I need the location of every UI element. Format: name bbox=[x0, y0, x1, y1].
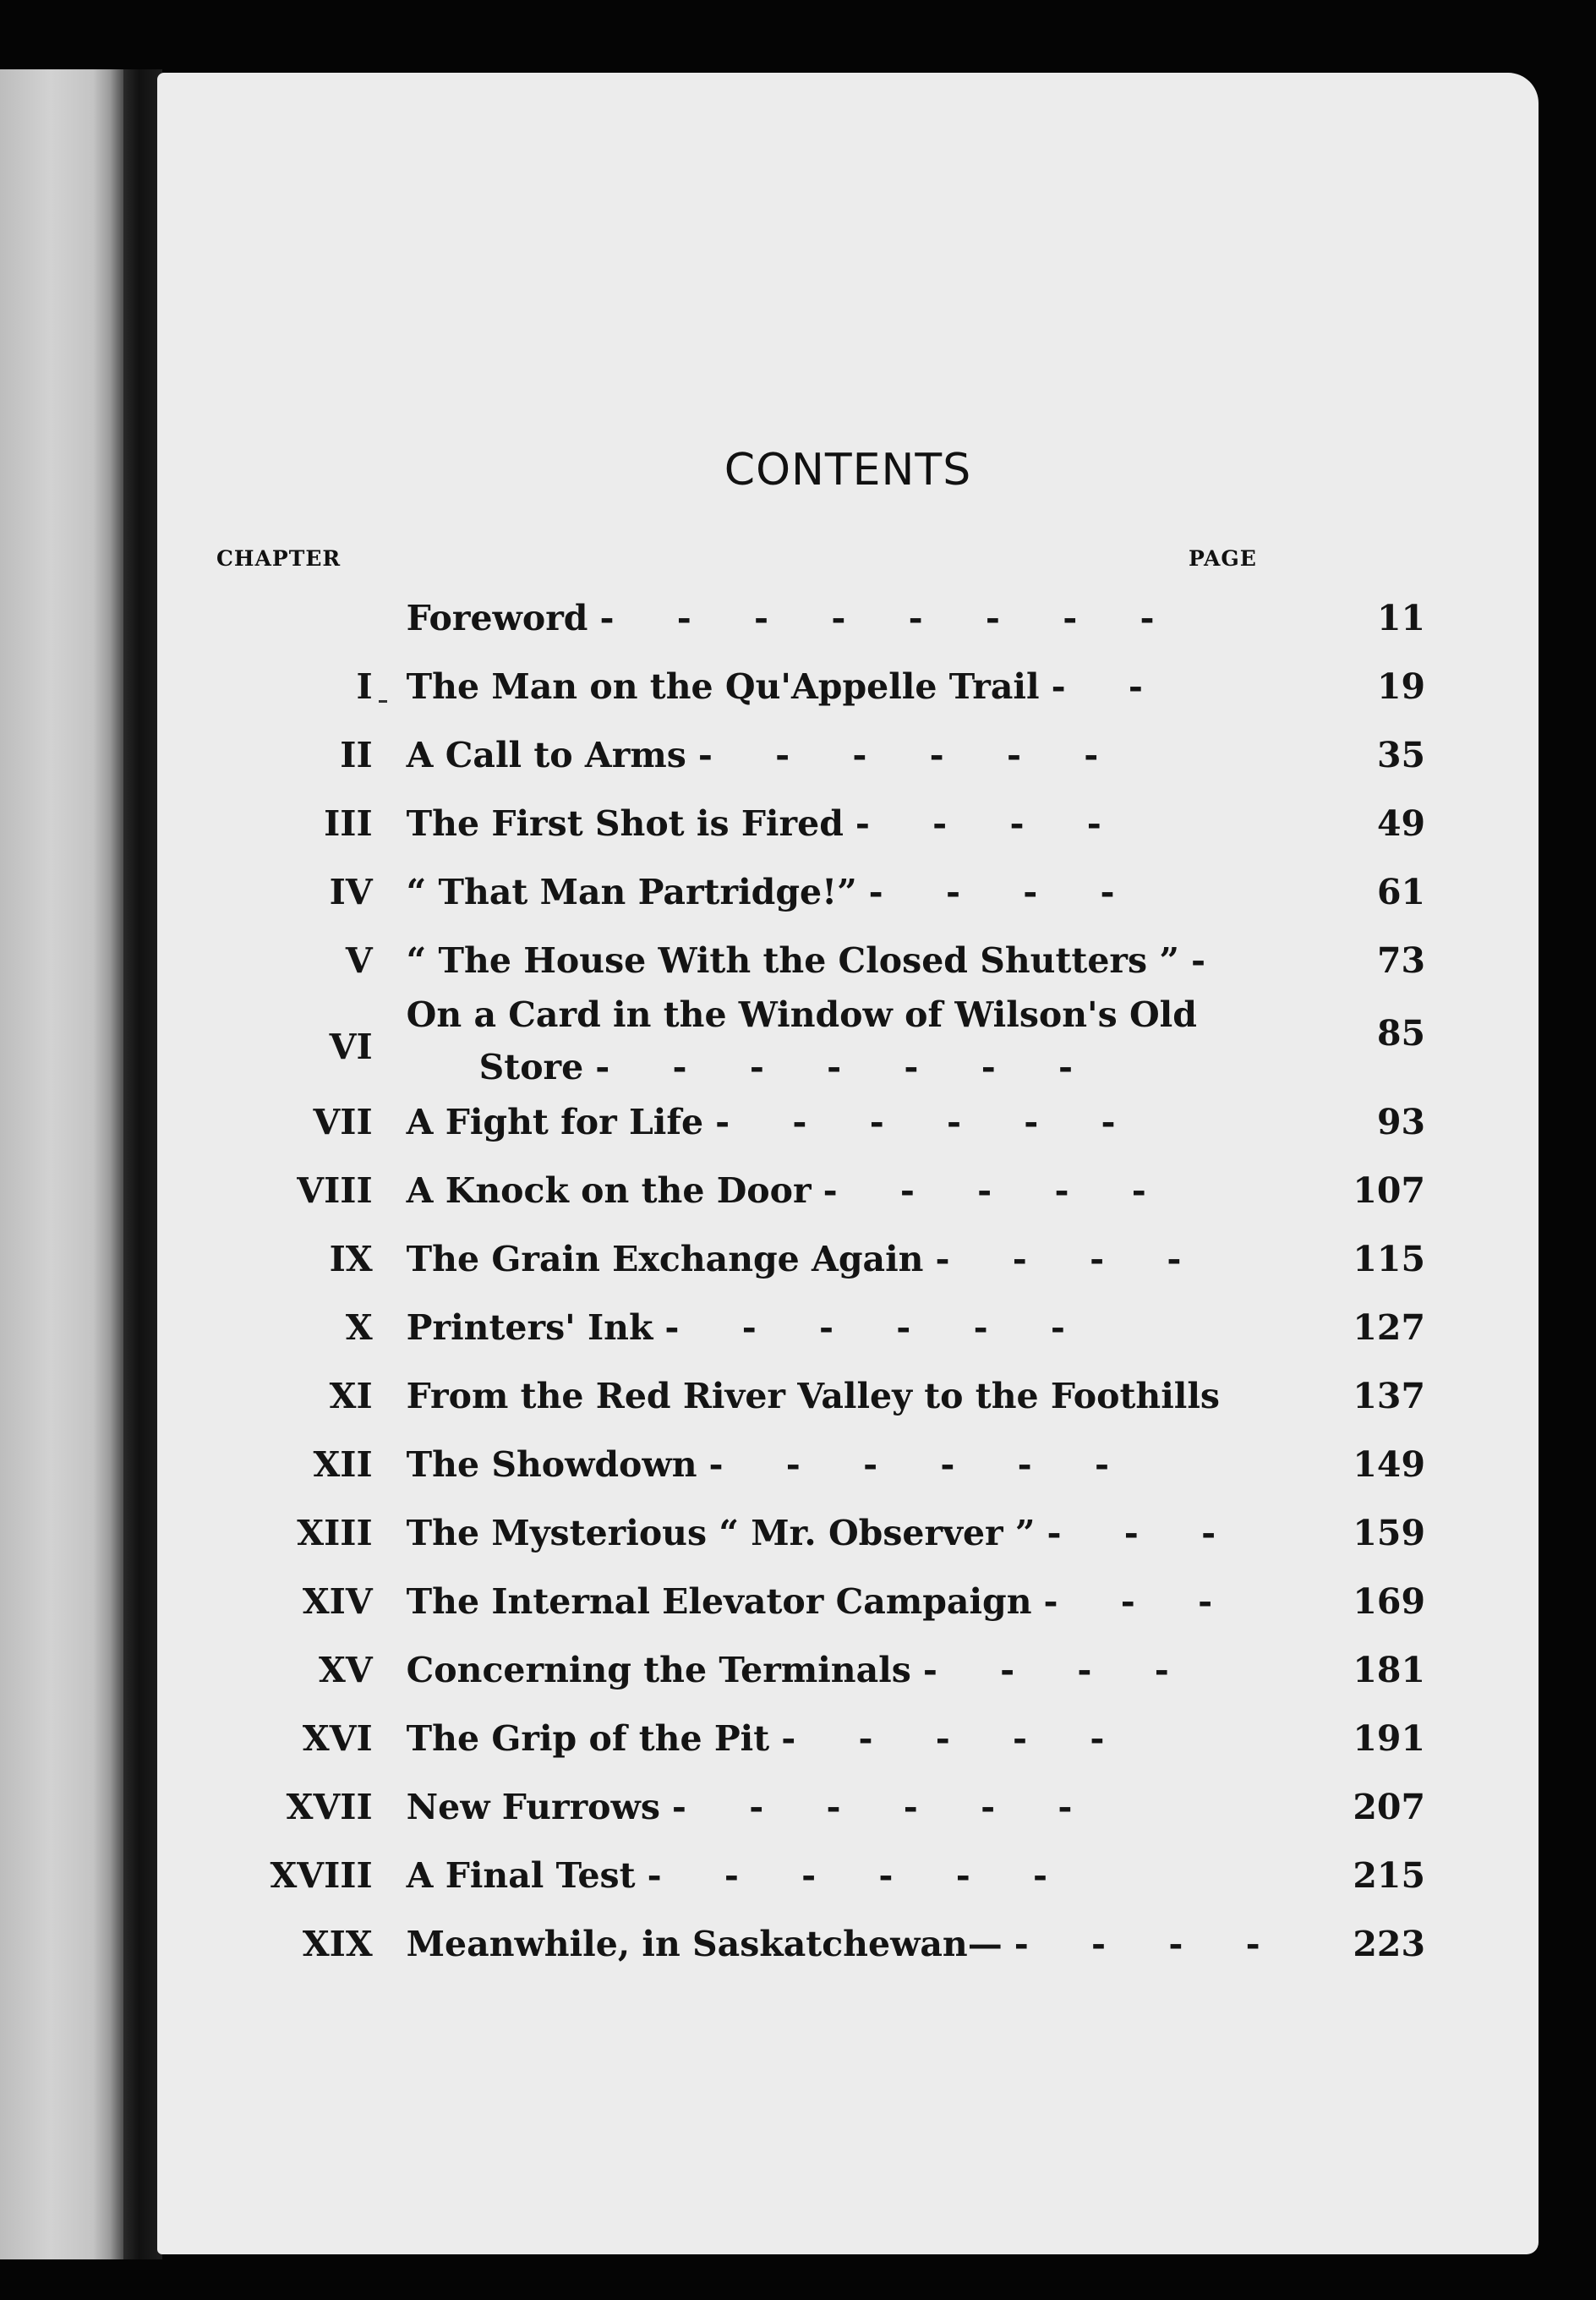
dash-leader: - - - - - - bbox=[671, 1786, 1073, 1827]
chapter-number: VI bbox=[329, 1027, 373, 1067]
chapter-title: “ The House With the Closed Shutters ” bbox=[406, 939, 1179, 981]
dash-leader: - - - - bbox=[922, 1649, 1169, 1690]
chapter-number: XV bbox=[319, 1649, 373, 1690]
toc-row bbox=[208, 1293, 1425, 1361]
page-number: 137 bbox=[1353, 1375, 1425, 1416]
chapter-title: The Grain Exchange Again bbox=[406, 1238, 924, 1279]
toc-row bbox=[208, 1635, 1425, 1704]
toc-row bbox=[208, 789, 1425, 857]
toc-row bbox=[208, 1498, 1425, 1567]
chapter-title: The Showdown bbox=[406, 1443, 697, 1485]
chapter-title-cell bbox=[407, 1635, 1317, 1704]
chapter-number: X bbox=[345, 1306, 373, 1348]
page-number: 149 bbox=[1353, 1443, 1425, 1485]
toc-row bbox=[208, 652, 1425, 720]
toc-row bbox=[208, 720, 1425, 789]
dash-leader: - - - - bbox=[855, 802, 1101, 844]
chapter-number: II bbox=[340, 734, 373, 775]
previous-page-edge bbox=[0, 69, 127, 2259]
chapter-title-cell bbox=[407, 926, 1317, 994]
chapter-number bbox=[208, 583, 407, 652]
chapter-number: VII bbox=[313, 1101, 373, 1142]
page-number: 215 bbox=[1353, 1854, 1425, 1896]
chapter-title-cell bbox=[407, 720, 1317, 789]
chapter-title-cell bbox=[407, 789, 1317, 857]
chapter-title: From the Red River Valley to the Foothills bbox=[406, 1375, 1221, 1416]
page-number: 191 bbox=[1353, 1717, 1425, 1759]
page-number: 93 bbox=[1376, 1101, 1425, 1142]
chapter-number: XIX bbox=[302, 1923, 373, 1964]
chapter-title-cell bbox=[407, 1567, 1317, 1635]
toc-row bbox=[208, 1772, 1425, 1841]
dash-leader: - - - - - - - bbox=[595, 1047, 1074, 1087]
toc-row bbox=[208, 857, 1425, 926]
toc-row bbox=[208, 583, 1425, 652]
page-number: 49 bbox=[1376, 802, 1425, 844]
toc-row bbox=[208, 926, 1425, 994]
dash-leader: - - - bbox=[1047, 1512, 1216, 1553]
dash-leader: - - - - - bbox=[781, 1717, 1105, 1759]
chapter-number: XVII bbox=[286, 1786, 373, 1827]
chapter-title-cell bbox=[407, 1909, 1317, 1978]
toc-row bbox=[208, 1156, 1425, 1224]
chapter-title-cell bbox=[407, 583, 1317, 652]
chapter-number: V bbox=[345, 939, 373, 981]
chapter-title: The Grip of the Pit bbox=[406, 1717, 770, 1759]
chapter-title: Concerning the Terminals bbox=[406, 1649, 911, 1690]
chapter-title: A Final Test bbox=[406, 1854, 636, 1896]
chapter-title: Printers' Ink bbox=[406, 1306, 653, 1348]
page-number: 11 bbox=[1376, 597, 1425, 638]
page-number: 159 bbox=[1353, 1512, 1425, 1553]
chapter-title-cell bbox=[407, 1224, 1317, 1293]
chapter-column-header: CHAPTER bbox=[216, 546, 342, 571]
chapter-title: Meanwhile, in Saskatchewan— bbox=[406, 1923, 1003, 1964]
dash-leader: - bbox=[1190, 939, 1205, 981]
page-number: 223 bbox=[1353, 1923, 1425, 1964]
chapter-title-continuation bbox=[407, 1047, 1317, 1087]
table-of-contents bbox=[208, 583, 1425, 1978]
chapter-number: XI bbox=[329, 1375, 373, 1416]
dash-leader: - - - - - - bbox=[647, 1854, 1048, 1896]
continuation-text: Store bbox=[478, 1047, 584, 1087]
toc-row bbox=[208, 1841, 1425, 1909]
chapter-title-cell bbox=[407, 1361, 1317, 1430]
chapter-title-cell bbox=[407, 857, 1317, 926]
chapter-number: IX bbox=[329, 1238, 373, 1279]
contents-page bbox=[157, 73, 1539, 2254]
dash-leader: - - - bbox=[1043, 1580, 1213, 1622]
page-number: 35 bbox=[1376, 734, 1425, 775]
chapter-title-cell bbox=[407, 1772, 1317, 1841]
dash-leader: - - - - - - bbox=[697, 734, 1099, 775]
chapter-title-cell bbox=[407, 1430, 1317, 1498]
toc-row bbox=[208, 1087, 1425, 1156]
chapter-title-cell bbox=[407, 652, 1317, 720]
toc-row bbox=[208, 1224, 1425, 1293]
dash-leader: - - - - bbox=[868, 871, 1115, 912]
chapter-number: VIII bbox=[297, 1169, 373, 1211]
chapter-title: Foreword bbox=[406, 597, 588, 638]
page-number: 61 bbox=[1376, 871, 1425, 912]
dash-leader: - - - - - - - - bbox=[599, 597, 1155, 638]
chapter-title: A Knock on the Door bbox=[406, 1169, 812, 1211]
chapter-title: The Man on the Qu'Appelle Trail bbox=[406, 665, 1040, 707]
chapter-title-cell bbox=[407, 1498, 1317, 1567]
chapter-title-cell bbox=[407, 994, 1317, 1087]
chapter-title: “ That Man Partridge!” bbox=[406, 871, 857, 912]
page-number: 115 bbox=[1353, 1238, 1425, 1279]
chapter-number: III bbox=[324, 802, 373, 844]
chapter-number: I bbox=[356, 665, 373, 707]
dash-leader: - - - - - - bbox=[715, 1101, 1116, 1142]
page-number: 73 bbox=[1376, 939, 1425, 981]
dash-leader: - - - - - - bbox=[664, 1306, 1065, 1348]
page-number: 107 bbox=[1353, 1169, 1425, 1211]
toc-body bbox=[208, 583, 1425, 1978]
chapter-title: On a Card in the Window of Wilson's Old bbox=[406, 994, 1197, 1035]
toc-row bbox=[208, 1909, 1425, 1978]
chapter-title-cell bbox=[407, 1293, 1317, 1361]
page-number: 85 bbox=[1376, 1013, 1425, 1054]
toc-row bbox=[208, 994, 1425, 1087]
chapter-title: New Furrows bbox=[406, 1786, 660, 1827]
chapter-title: The Mysterious “ Mr. Observer ” bbox=[406, 1512, 1036, 1553]
chapter-number: XIV bbox=[302, 1580, 373, 1622]
dash-leader: - - - - - bbox=[823, 1169, 1146, 1211]
page-number: 127 bbox=[1353, 1306, 1425, 1348]
chapter-title: The Internal Elevator Campaign bbox=[406, 1580, 1032, 1622]
chapter-title: A Fight for Life bbox=[406, 1101, 704, 1142]
toc-row bbox=[208, 1361, 1425, 1430]
chapter-title: A Call to Arms bbox=[406, 734, 686, 775]
page-title: CONTENTS bbox=[724, 445, 972, 496]
page-column-header: PAGE bbox=[1189, 546, 1257, 571]
page-number: 207 bbox=[1353, 1786, 1425, 1827]
chapter-number: XVIII bbox=[270, 1854, 373, 1896]
chapter-number: IV bbox=[329, 871, 373, 912]
page-number: 169 bbox=[1353, 1580, 1425, 1622]
dash-leader: - - - - bbox=[935, 1238, 1182, 1279]
chapter-title: The First Shot is Fired bbox=[406, 802, 844, 844]
page-number: 19 bbox=[1376, 665, 1425, 707]
dash-leader: - - bbox=[1051, 665, 1143, 707]
chapter-number: XIII bbox=[297, 1512, 373, 1553]
dash-leader: - - - - bbox=[1014, 1923, 1260, 1964]
chapter-title-cell bbox=[407, 1087, 1317, 1156]
chapter-title-cell bbox=[407, 1156, 1317, 1224]
toc-row bbox=[208, 1567, 1425, 1635]
toc-row bbox=[208, 1704, 1425, 1772]
page-number: 181 bbox=[1353, 1649, 1425, 1690]
chapter-title-cell bbox=[407, 1704, 1317, 1772]
chapter-number: XII bbox=[313, 1443, 373, 1485]
chapter-title-cell bbox=[407, 1841, 1317, 1909]
dash-leader: - - - - - - bbox=[708, 1443, 1109, 1485]
toc-row bbox=[208, 1430, 1425, 1498]
chapter-number: XVI bbox=[302, 1717, 373, 1759]
